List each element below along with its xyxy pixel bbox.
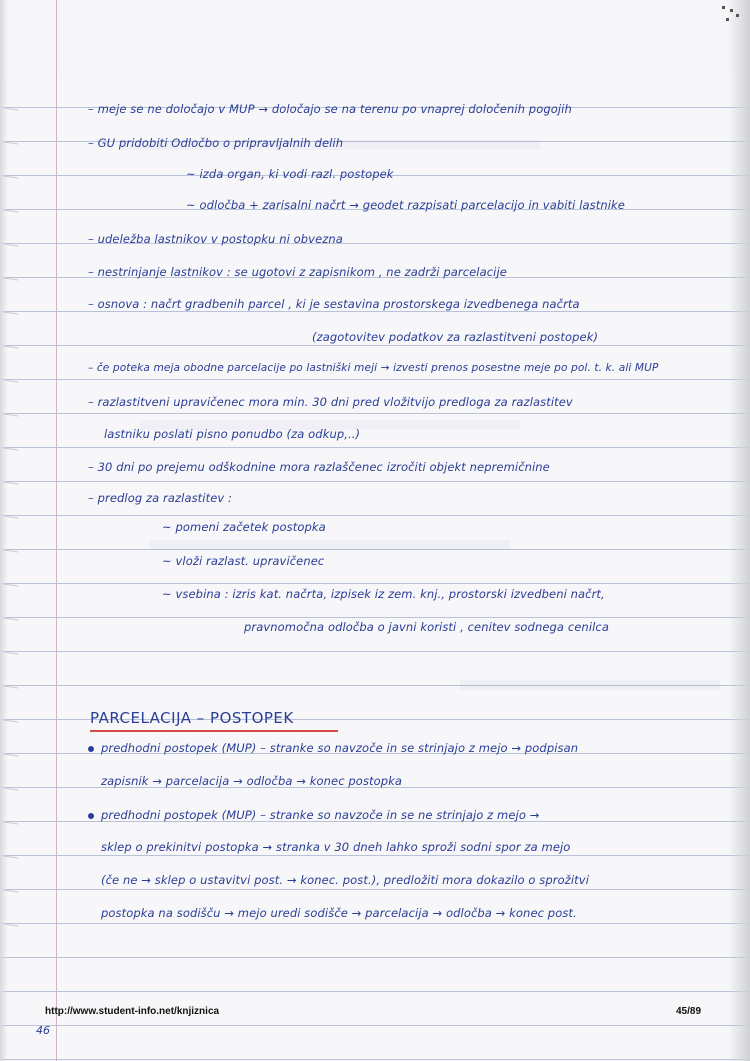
note-subline: ~ odločba + zarisalni načrt → geodet razpisati parcelacijo in vabiti lastnike (186, 198, 625, 212)
note-line: – osnova : načrt gradbenih parcel , ki je sestavina prostorskega izvedbenega načrta (88, 297, 580, 311)
bullet-icon (88, 746, 94, 752)
footer-url: http://www.student-info.net/knjiznica (45, 1006, 220, 1017)
footer-page-count: 45/89 (676, 1006, 702, 1017)
note-subline: ~ vloži razlast. upravičenec (162, 554, 325, 568)
note-line: – če poteka meja obodne parcelacije po lastniški meji → izvesti prenos posestne meje po pol. t. k. ali MUP (88, 362, 659, 374)
margin-line (56, 0, 57, 1061)
note-continuation: lastniku poslati pisno ponudbo (za odkup,..) (104, 427, 361, 441)
bullet-icon (88, 813, 94, 819)
bullet-continuation: postopka na sodišču → mejo uredi sodišče → parcelacija → odločba → konec post. (101, 906, 577, 920)
section-heading: PARCELACIJA – POSTOPEK (90, 709, 294, 727)
bullet-continuation: sklep o prekinitvi postopka → stranka v 30 dneh lahko sproži sodni spor za mejo (101, 840, 571, 854)
heading-underline (90, 730, 338, 732)
bullet-line: predhodni postopek (MUP) – stranke so navzoče in se ne strinjajo z mejo → (101, 808, 540, 822)
note-line: – GU pridobiti Odločbo o pripravljalnih delih (88, 136, 344, 150)
note-line: – predlog za razlastitev : (88, 491, 233, 505)
note-line: – udeležba lastnikov v postopku ni obvezna (88, 232, 343, 246)
note-subline: (zagotovitev podatkov za razlastitveni postopek) (312, 330, 599, 344)
page-right-edge (728, 0, 750, 1061)
note-line: – razlastitveni upravičenec mora min. 30 dni pred vložitvijo predloga za razlastitev (88, 395, 573, 409)
bleed-through-shading (150, 540, 510, 550)
note-subline: ~ vsebina : izris kat. načrta, izpisek iz zem. knj., prostorski izvedbeni načrt, (162, 587, 605, 601)
bleed-through-shading (460, 680, 720, 690)
bullet-continuation: zapisnik → parcelacija → odločba → konec postopka (101, 774, 403, 788)
binding-marks (0, 0, 56, 1061)
note-subline: ~ izda organ, ki vodi razl. postopek (186, 167, 394, 181)
note-subline: ~ pomeni začetek postopka (162, 520, 326, 534)
bullet-continuation: (če ne → sklep o ustavitvi post. → konec. post.), predložiti mora dokazilo o sprožitvi (101, 873, 589, 887)
bullet-line: predhodni postopek (MUP) – stranke so navzoče in se strinjajo z mejo → podpisan (101, 741, 579, 755)
corner-marks (722, 6, 742, 26)
note-continuation: pravnomočna odločba o javni koristi , cenitev sodnega cenilca (244, 620, 609, 634)
note-line: – meje se ne določajo v MUP → določajo se na terenu po vnaprej določenih pogojih (88, 102, 572, 116)
page-top-margin (0, 0, 750, 74)
notebook-page-number: 46 (36, 1024, 50, 1037)
note-line: – nestrinjanje lastnikov : se ugotovi z zapisnikom , ne zadrži parcelacije (88, 265, 507, 279)
note-line: – 30 dni po prejemu odškodnine mora razlaščenec izročiti objekt nepremičnine (88, 460, 550, 474)
